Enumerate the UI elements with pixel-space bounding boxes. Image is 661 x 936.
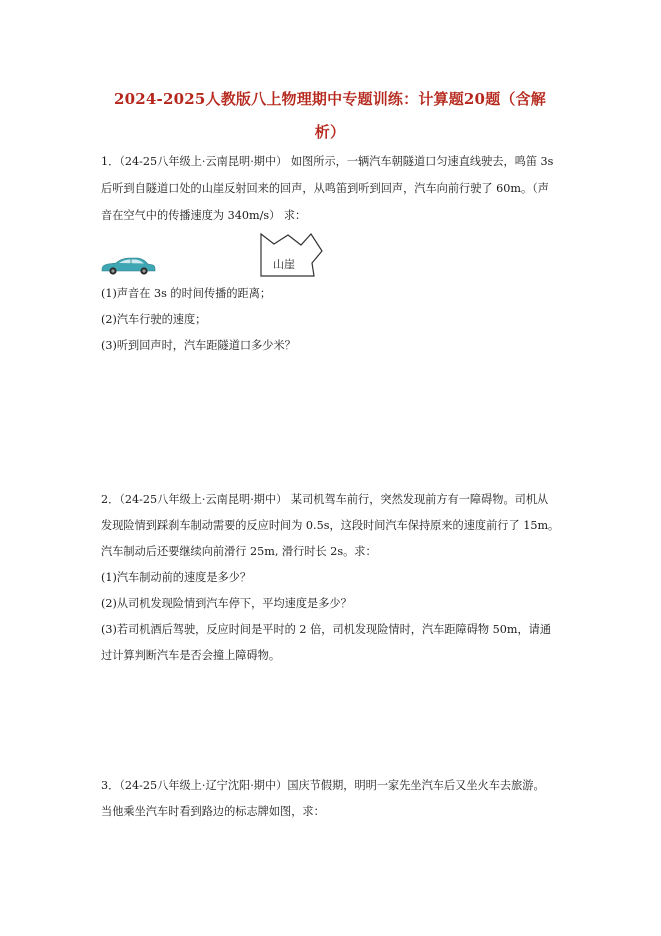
question-3-text-line-1: 3．（24-25八年级上·辽宁沈阳·期中）国庆节假期，明明一家先坐汽车后又坐火车去旅游。 bbox=[101, 779, 545, 792]
question-1-text-line-1: 1．（24-25八年级上·云南昆明·期中） 如图所示，一辆汽车朝隧道口匀速直线驶去，鸣笛 3s bbox=[101, 155, 554, 168]
question-3-text-line-2: 当他乘坐汽车时看到路边的标志牌如图，求： bbox=[101, 805, 325, 818]
question-2-part-3-line-2: 过计算判断汽车是否会撞上障碍物。 bbox=[101, 649, 281, 662]
question-2-text-line-3: 汽车制动后还要继续向前滑行 25m, 滑行时长 2s。求： bbox=[101, 545, 377, 558]
question-1-part-3: (3)听到回声时，汽车距隧道口多少米？ bbox=[101, 339, 296, 352]
question-2-part-3-line-1: (3)若司机酒后驾驶，反应时间是平时的 2 倍，司机发现险情时，汽车距障碍物 50m，请通 bbox=[101, 623, 552, 636]
cliff-label: 山崖 bbox=[273, 258, 295, 271]
question-2-part-2: (2)从司机发现险情到汽车停下，平均速度是多少？ bbox=[101, 597, 352, 610]
question-2-text-line-1: 2．（24-25八年级上·云南昆明·期中） 某司机驾车前行，突然发现前方有一障碍物。司机从 bbox=[101, 493, 549, 506]
question-1-part-2: (2)汽车行驶的速度； bbox=[101, 313, 207, 326]
question-2-part-1: (1)汽车制动前的速度是多少？ bbox=[101, 571, 252, 584]
question-2-text-line-2: 发现险情到踩刹车制动需要的反应时间为 0.5s，这段时间汽车保持原来的速度前行了 15m。 bbox=[101, 519, 560, 532]
question-1-part-1: (1)声音在 3s 的时间传播的距离； bbox=[101, 287, 272, 300]
question-1-text-line-2: 后听到自隧道口处的山崖反射回来的回声，从鸣笛到听到回声，汽车向前行驶了 60m。（声 bbox=[101, 182, 549, 195]
car-illustration bbox=[100, 256, 156, 276]
document-title-line-2: 析） bbox=[314, 123, 346, 141]
document-title-line-1: 2024-2025人教版八上物理期中专题训练：计算题20题（含解 bbox=[114, 90, 546, 108]
question-1-text-line-3: 音在空气中的传播速度为 340m/s） 求： bbox=[101, 209, 307, 222]
